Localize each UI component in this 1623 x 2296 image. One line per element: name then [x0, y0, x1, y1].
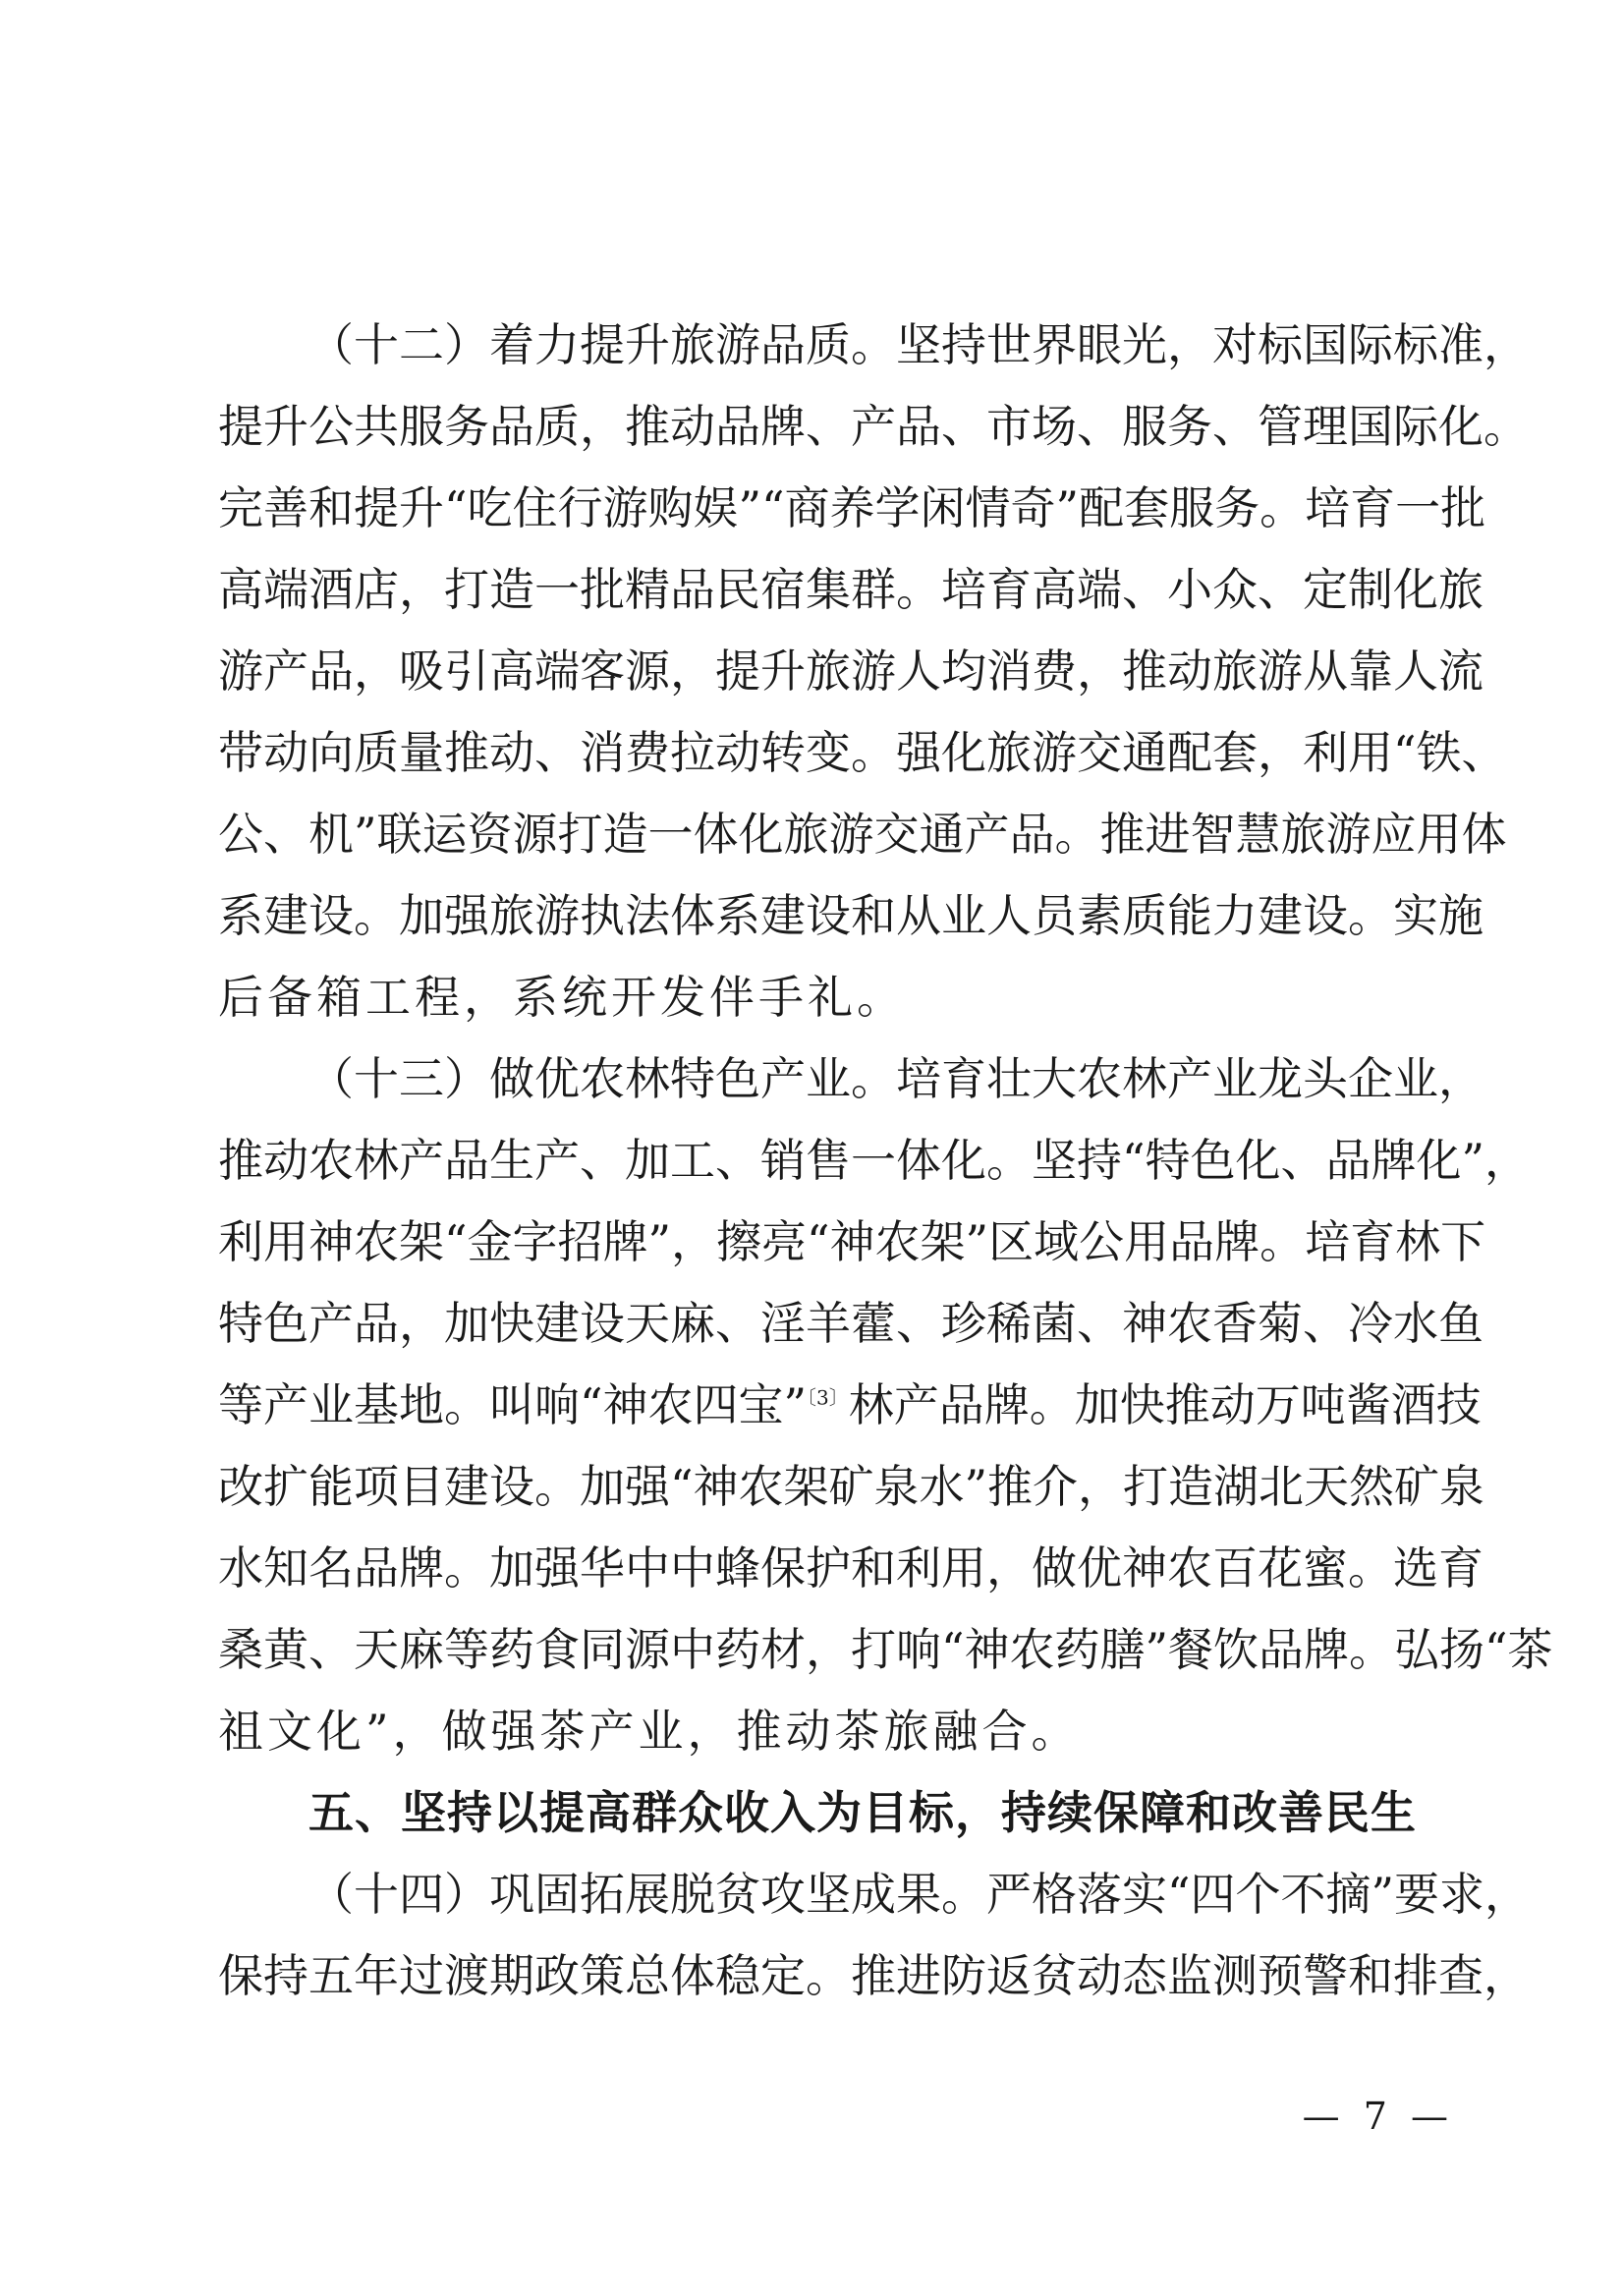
- section-14-line-1: （十四）巩固拓展脱贫攻坚成果。严格落实“四个不摘”要求，: [308, 1868, 1531, 1921]
- section-12-line-3: 完善和提升“吃住行游购娱”“商养学闲情奇”配套服务。培育一批: [218, 481, 1486, 534]
- section-14-line-2: 保持五年过渡期政策总体稳定。推进防返贫动态监测预警和排查，: [218, 1949, 1529, 2002]
- section-13-line-4: 特色产品，加快建设天麻、淫羊藿、珍稀菌、神农香菊、冷水鱼: [218, 1297, 1483, 1350]
- section-12-line-8: 系建设。加强旅游执法体系建设和从业人员素质能力建设。实施: [218, 889, 1483, 942]
- section-13-line-5-text-a: 等产业基地。叫响“神农四宝”: [218, 1378, 808, 1431]
- section-13-line-5-text-b: 林产品牌。加快推动万吨酱酒技: [848, 1378, 1482, 1431]
- section-13-line-3: 利用神农架“金字招牌”，擦亮“神农架”区域公用品牌。培育林下: [218, 1215, 1486, 1268]
- page-number: — 7 —: [1302, 2095, 1454, 2138]
- section-heading-5: 五、坚持以提高群众收入为目标，持续保障和改善民生: [308, 1786, 1417, 1839]
- body-text: [218, 305, 1553, 2017]
- section-13-line-5: [218, 1365, 1482, 1446]
- section-13-line-6: 改扩能项目建设。加强“神农架矿泉水”推介，打造湖北天然矿泉: [218, 1460, 1485, 1513]
- section-12-line-4: 高端酒店，打造一批精品民宿集群。培育高端、小众、定制化旅: [218, 563, 1483, 616]
- section-13-line-9: 祖文化”，做强茶产业，推动茶旅融合。: [218, 1705, 1081, 1758]
- section-12-line-2: 提升公共服务品质，推动品牌、产品、市场、服务、管理国际化。: [218, 400, 1529, 453]
- section-12-line-6: 带动向质量推动、消费拉动转变。强化旅游交通配套，利用“铁、: [218, 726, 1507, 779]
- section-12-line-7: 公、机”联运资源打造一体化旅游交通产品。推进智慧旅游应用体: [218, 808, 1507, 861]
- section-12-line-1: （十二）着力提升旅游品质。坚持世界眼光，对标国际标准，: [308, 318, 1529, 371]
- section-12-line-5: 游产品，吸引高端客源，提升旅游人均消费，推动旅游从靠人流: [218, 644, 1483, 698]
- section-13-line-7: 水知名品牌。加强华中中蜂保护和利用，做优神农百花蜜。选育: [218, 1541, 1483, 1595]
- section-12-line-9: 后备箱工程，系统开发伴手礼。: [218, 971, 906, 1024]
- section-13-line-1: （十三）做优农林特色产业。培育壮大农林产业龙头企业，: [308, 1052, 1483, 1105]
- footnote-ref-3[interactable]: 〔3〕: [807, 1385, 849, 1410]
- section-13-line-8: 桑黄、天麻等药食同源中药材，打响“神农药膳”餐饮品牌。弘扬“茶: [218, 1623, 1553, 1676]
- section-13-line-2: 推动农林产品生产、加工、销售一体化。坚持“特色化、品牌化”，: [218, 1134, 1531, 1187]
